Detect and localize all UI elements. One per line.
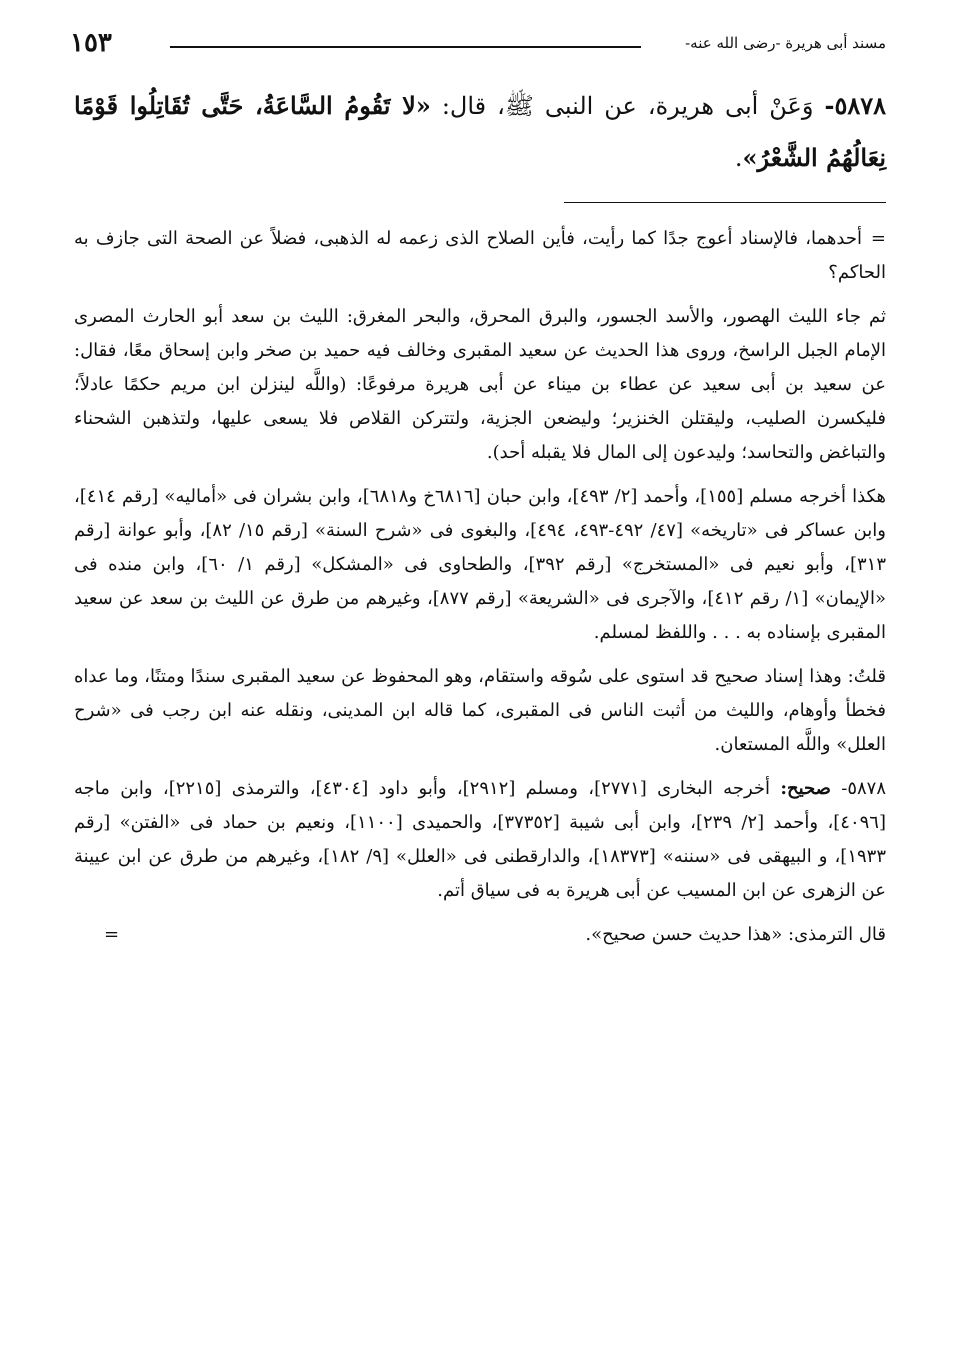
- hadith-number: ٥٨٧٨-: [824, 91, 886, 120]
- hadith-intro: وَعَنْ أبى هريرة، عن النبى ﷺ، قال:: [441, 92, 814, 120]
- continuation-marker: =: [870, 228, 886, 249]
- note-paragraph-3: هكذا أخرجه مسلم [١٥٥]، وأحمد [٢/ ٤٩٣]، وابن حبان [٦٨١٦خ و٦٨١٨]، وابن بشران فى «أماليه» [رقم ٤١٤]، وابن عساكر فى «تاريخه» [٤٧/ ٤٩٢-٤٩٣، ٤٩٤]، والبغوى فى «شرح السنة» [رقم ١٥/ ٨٢]، وأبو عوانة [رقم ٣١٣]، وأبو نعيم فى «المستخرج» [رقم ٣٩٢]، والطحاوى فى «المشكل» [رقم ١/ ٦٠]، وابن منده فى «الإيمان» [١/ رقم ٤١٢]، والآجرى فى «الشريعة» [رقم ٨٧٧]، وغيرهم من طرق عن الليث بن سعد عن سعيد المقبرى بإسناده به . . . واللفظ لمسلم.: [74, 486, 887, 643]
- grade-label: صحيح:: [780, 778, 831, 799]
- tirmidhi-remark: قال الترمذى: «هذا حديث حسن صحيح».: [585, 924, 886, 945]
- continuation-marker-end: =: [104, 924, 120, 945]
- header-rule: [170, 46, 641, 48]
- note-paragraph-2: ثم جاء الليث الهصور، والأسد الجسور، والبرق المحرق، والبحر المغرق: الليث بن سعد أبو الحارث المصرى الإمام الجبل الراسخ، وروى هذا الحديث عن سعيد المقبرى وخالف فيه حميد بن صخر وابن إسحاق معًا، فقال: عن سعيد بن أبى سعيد عن عطاء بن ميناء عن أبى هريرة مرفوعًا: (واللَّه لينزلن ابن مريم حكمًا عادلاً؛ فليكسرن الصليب، وليقتلن الخنزير؛ وليضعن الجزية، ولتتركن القلاص فلا يسعى عليها، ولتذهبن الشحناء والتباغض والتحاسد؛ وليدعون إلى المال فلا يقبله أحد).: [74, 306, 886, 463]
- book-title: مسند أبى هريرة -رضى الله عنه-: [685, 34, 886, 52]
- footnote-divider: [564, 202, 886, 203]
- note-paragraph-5: [74, 772, 886, 908]
- hadith-quote: «لا تَقُومُ السَّاعَةُ، حَتَّى تُقَاتِلُوا قَوْمًا نِعَالُهُمُ الشَّعْرُ»: [74, 91, 886, 172]
- takhrij-number: ٥٨٧٨-: [841, 778, 886, 799]
- hadith-end: .: [734, 144, 743, 172]
- commentary: [74, 222, 886, 962]
- note-paragraph-6: [74, 918, 886, 952]
- note-text-1: أحدهما، فالإسناد أعوج جدًا كما رأيت، فأين الصلاح الذى زعمه له الذهبى، فضلاً عن الصحة التى جازف به الحاكم؟: [74, 228, 886, 283]
- running-header: [70, 28, 886, 68]
- hadith-text: [74, 80, 886, 184]
- note-paragraph-4: قلتُ: وهذا إسناد صحيح قد استوى على سُوقه واستقام، وهو المحفوظ عن سعيد المقبرى سندًا ومتنًا، وما عداه فخطأ وأوهام، والليث من أثبت الناس فى المقبرى، كما قاله ابن المدينى، ونقله عنه ابن رجب فى «شرح العلل» واللَّه المستعان.: [74, 666, 886, 755]
- takhrij-text: أخرجه البخارى [٢٧٧١]، ومسلم [٢٩١٢]، وأبو داود [٤٣٠٤]، والترمذى [٢٢١٥]، وابن ماجه [٤٠٩٦]، وأحمد [٢/ ٢٣٩]، وابن أبى شيبة [٣٧٣٥٢]، والحميدى [١١٠٠]، ونعيم بن حماد فى «الفتن» [رقم ١٩٣٣]، و البيهقى فى «سننه» [١٨٣٧٣]، والدارقطنى فى «العلل» [٩/ ١٨٢]، وغيرهم من طرق عن ابن عيينة عن الزهرى عن ابن المسيب عن أبى هريرة به فى سياق أتم.: [74, 778, 886, 901]
- note-paragraph-1: [74, 222, 886, 290]
- page-number: ١٥٣: [70, 28, 112, 58]
